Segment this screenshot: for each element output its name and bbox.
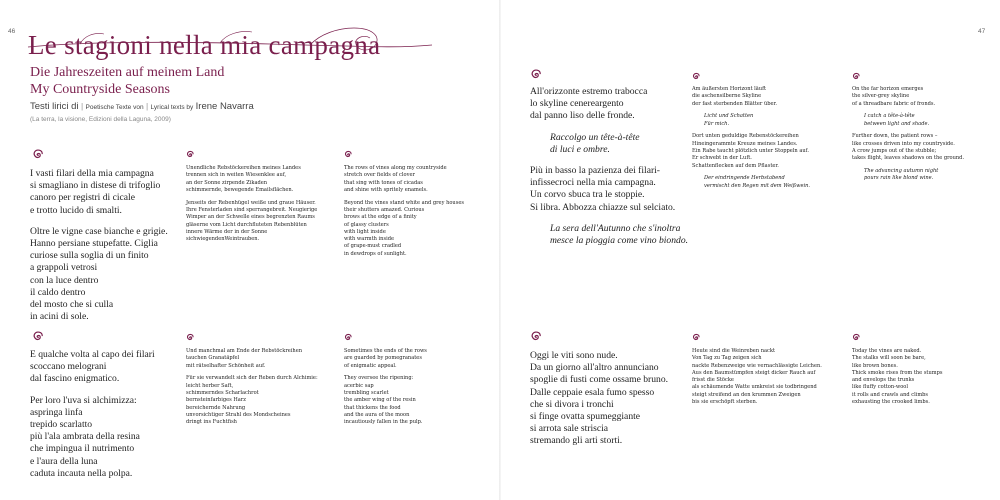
swirl-icon: [32, 330, 45, 343]
poem-english-1: [344, 165, 494, 264]
poem-german-3: [692, 86, 847, 196]
credit-separator: |: [145, 101, 151, 111]
poem-english-4: [852, 348, 992, 412]
poem-german-2: [186, 348, 336, 432]
stanza: Am äußersten Horizont läuft die aschensilberne Skyline der fast sterbenden Blätter über.: [692, 86, 777, 107]
poem-german-4: [692, 348, 847, 412]
swirl-icon: [692, 72, 701, 81]
stanza: Per loro l'uva si alchimizza: aspringa linfa trepido scarlatto più l'ala ambrata della resina che impingua il nutrimento e l'aura della luna caduta incauta nella polpa.: [30, 394, 140, 479]
page-number-left: 46: [8, 28, 16, 35]
credit-german: Poetische Texte von: [85, 104, 144, 111]
poem-italian-3: [530, 86, 690, 256]
stanza: The rows of vines along my countryside stretch over fields of clover that sing with tones of cicadas and shine with spritely enamels.: [344, 165, 447, 193]
swirl-icon: [186, 150, 195, 159]
stanza-italic: La sera dell'Autunno che s'inoltra mesce la pioggia come vino biondo.: [550, 222, 689, 247]
stanza-italic: Licht und Schatten Für mich.: [704, 113, 754, 127]
stanza-italic: Der eindringende Herbstabend vermischt den Regen mit dem Weißwein.: [704, 175, 811, 189]
stanza: Jenseits der Rebenhügel weiße und graue Häuser. Ihre Fensterladen sind sperrangebreit. Neugierige Wimper an der Schwelle eines begrenzten Raums gläserne vom Licht durchfluteten Rebenblüten innere Wärme der in der Sonne sichwiegendenWeintrauben.: [186, 199, 318, 243]
stanza: Beyond the vines stand white and grey houses their shutters amazed. Curious brows at the edge of a finity of glassy clusters with light inside with warmth inside of grape-must cradled in dewdrops of sunlight.: [344, 199, 464, 257]
subtitle-english: My Countryside Seasons: [30, 82, 170, 97]
swirl-icon: [32, 148, 45, 161]
subtitle-german: Die Jahreszeiten auf meinem Land: [30, 65, 225, 80]
stanza: Für sie verwandelt sich der Reben durch Alchimie: leicht herber Saft, schimmerndes Scharlachrot bernsteinfarbiges Harz bereichernde Nahrung unvorsichtiger Strahl des Mondscheines dringt ins Fuchtfish: [186, 375, 318, 426]
swirl-icon: [530, 330, 543, 343]
page-number-right: 47: [978, 28, 986, 35]
credit-separator: |: [80, 101, 86, 111]
poem-italian-1: [30, 168, 180, 332]
swirl-icon: [186, 333, 195, 342]
stanza: I vasti filari della mia campagna si smagliano in distese di trifoglio canoro per registri di cicale e trotto lucido di smalti.: [30, 168, 161, 216]
author-name: Irene Navarra: [195, 101, 254, 112]
poem-italian-4: [530, 350, 690, 457]
page-title: Le stagioni nella mia campagna: [28, 30, 381, 60]
stanza: Further down, the patient rows – like crosses driven into my countryside. A crow jumps out of the stubble; takes flight, leaves shadows on the ground.: [852, 133, 965, 162]
swirl-icon: [852, 333, 861, 342]
stanza: Heute sind die Weinreben nackt Von Tag zu Tag zeigen sich nackte Rebenzweige wie vernachlässigte Leichen. Aus den Baumstümpfen steigt dicker Rauch auf frisst die Stöcke als schäumende Watte umkreist sie todbringend steigt streifend an den krummen Zweigen bis sie erschöpft sterben.: [692, 348, 822, 406]
stanza: Più in basso la pazienza dei filari- infissecroci nella mia campagna. Un corvo sbuca tra le stoppie. Si libra. Abbozza chiazze sul selciato.: [530, 165, 676, 213]
page-gutter: [499, 0, 501, 500]
stanza: All'orizzonte estremo trabocca lo skyline cenereargento dal panno liso delle fronde.: [530, 86, 648, 122]
stanza-italic: Raccolgo un tête-à-tête di luci e ombre.: [550, 131, 640, 155]
source-citation: (La terra, la visione, Edizioni della Laguna, 2009): [30, 116, 171, 123]
stanza: Today the vines are naked. The stalks will soon be bare, like brown bones. Thick smoke rises from the stumps and envelops the trunks like fluffy cotton-wool it rolls and crawls and climbs exhausting the crooked limbs.: [852, 348, 943, 406]
swirl-icon: [344, 150, 353, 159]
stanza: Unendliche Rebstöckereihen meines Landes trennen sich in weiten Wiesenklee auf, an der Sonne zirpende Zikaden schimmernde, bewegende Emailsflächen.: [186, 165, 301, 193]
stanza-italic: I catch a tête-à-tête between light and shade.: [864, 113, 930, 127]
credits-line: [30, 101, 254, 112]
stanza: Dort unten geduldige Rebenstöckereihen Hineingerammte Kreuze meines Landes. Ein Rabe taucht plötzlich unter Stoppeln auf. Er schwebt in der Luft. Schattenflecken auf dem Pflaster.: [692, 133, 809, 169]
stanza: Oltre le vigne case bianche e grigie. Hanno persiane stupefatte. Ciglia curiose sulla soglia di un finito a grappoli vetrosi con la luce dentro il caldo dentro del mosto che si culla in acini di sole.: [30, 225, 168, 323]
poem-italian-2: [30, 349, 180, 489]
swirl-icon: [692, 333, 701, 342]
poem-german-1: [186, 165, 336, 249]
stanza: E qualche volta al capo dei filari scoccano melograni dal fascino enigmatico.: [30, 349, 155, 385]
stanza: On the far horizon emerges the silver-grey skyline of a threadbare fabric of fronds.: [852, 86, 936, 107]
poem-english-3: [852, 86, 992, 188]
poem-english-2: [344, 348, 494, 432]
stanza: Oggi le viti sono nude. Da un giorno all'altro annunciano spoglie di fusti come ossame bruno. Dalle ceppaie esala fumo spesso che si divora i tronchi si finge ovatta spumeggiante si arrota sale striscia stremando gli arti storti.: [530, 350, 669, 447]
credit-english: Lyrical texts by: [150, 104, 194, 111]
swirl-icon: [344, 333, 353, 342]
stanza: Und manchmal am Ende der Rebstöckreihen tauchen Granatäpfel mit rätselhafter Schönheit auf.: [186, 348, 302, 369]
stanza: They oversee the ripening: acerbic sap trembling scarlet the amber wing of the resin that thickens the food and the aura of the moon incautiously fallen in the pulp.: [344, 375, 423, 426]
credit-italian: Testi lirici di: [30, 101, 79, 112]
stanza-italic: The advancing autumn night pours rain like blond wine.: [864, 168, 939, 182]
swirl-icon: [530, 68, 543, 81]
swirl-icon: [852, 72, 861, 81]
stanza: Sometimes the ends of the rows are guarded by pomegranates of enigmatic appeal.: [344, 348, 427, 369]
